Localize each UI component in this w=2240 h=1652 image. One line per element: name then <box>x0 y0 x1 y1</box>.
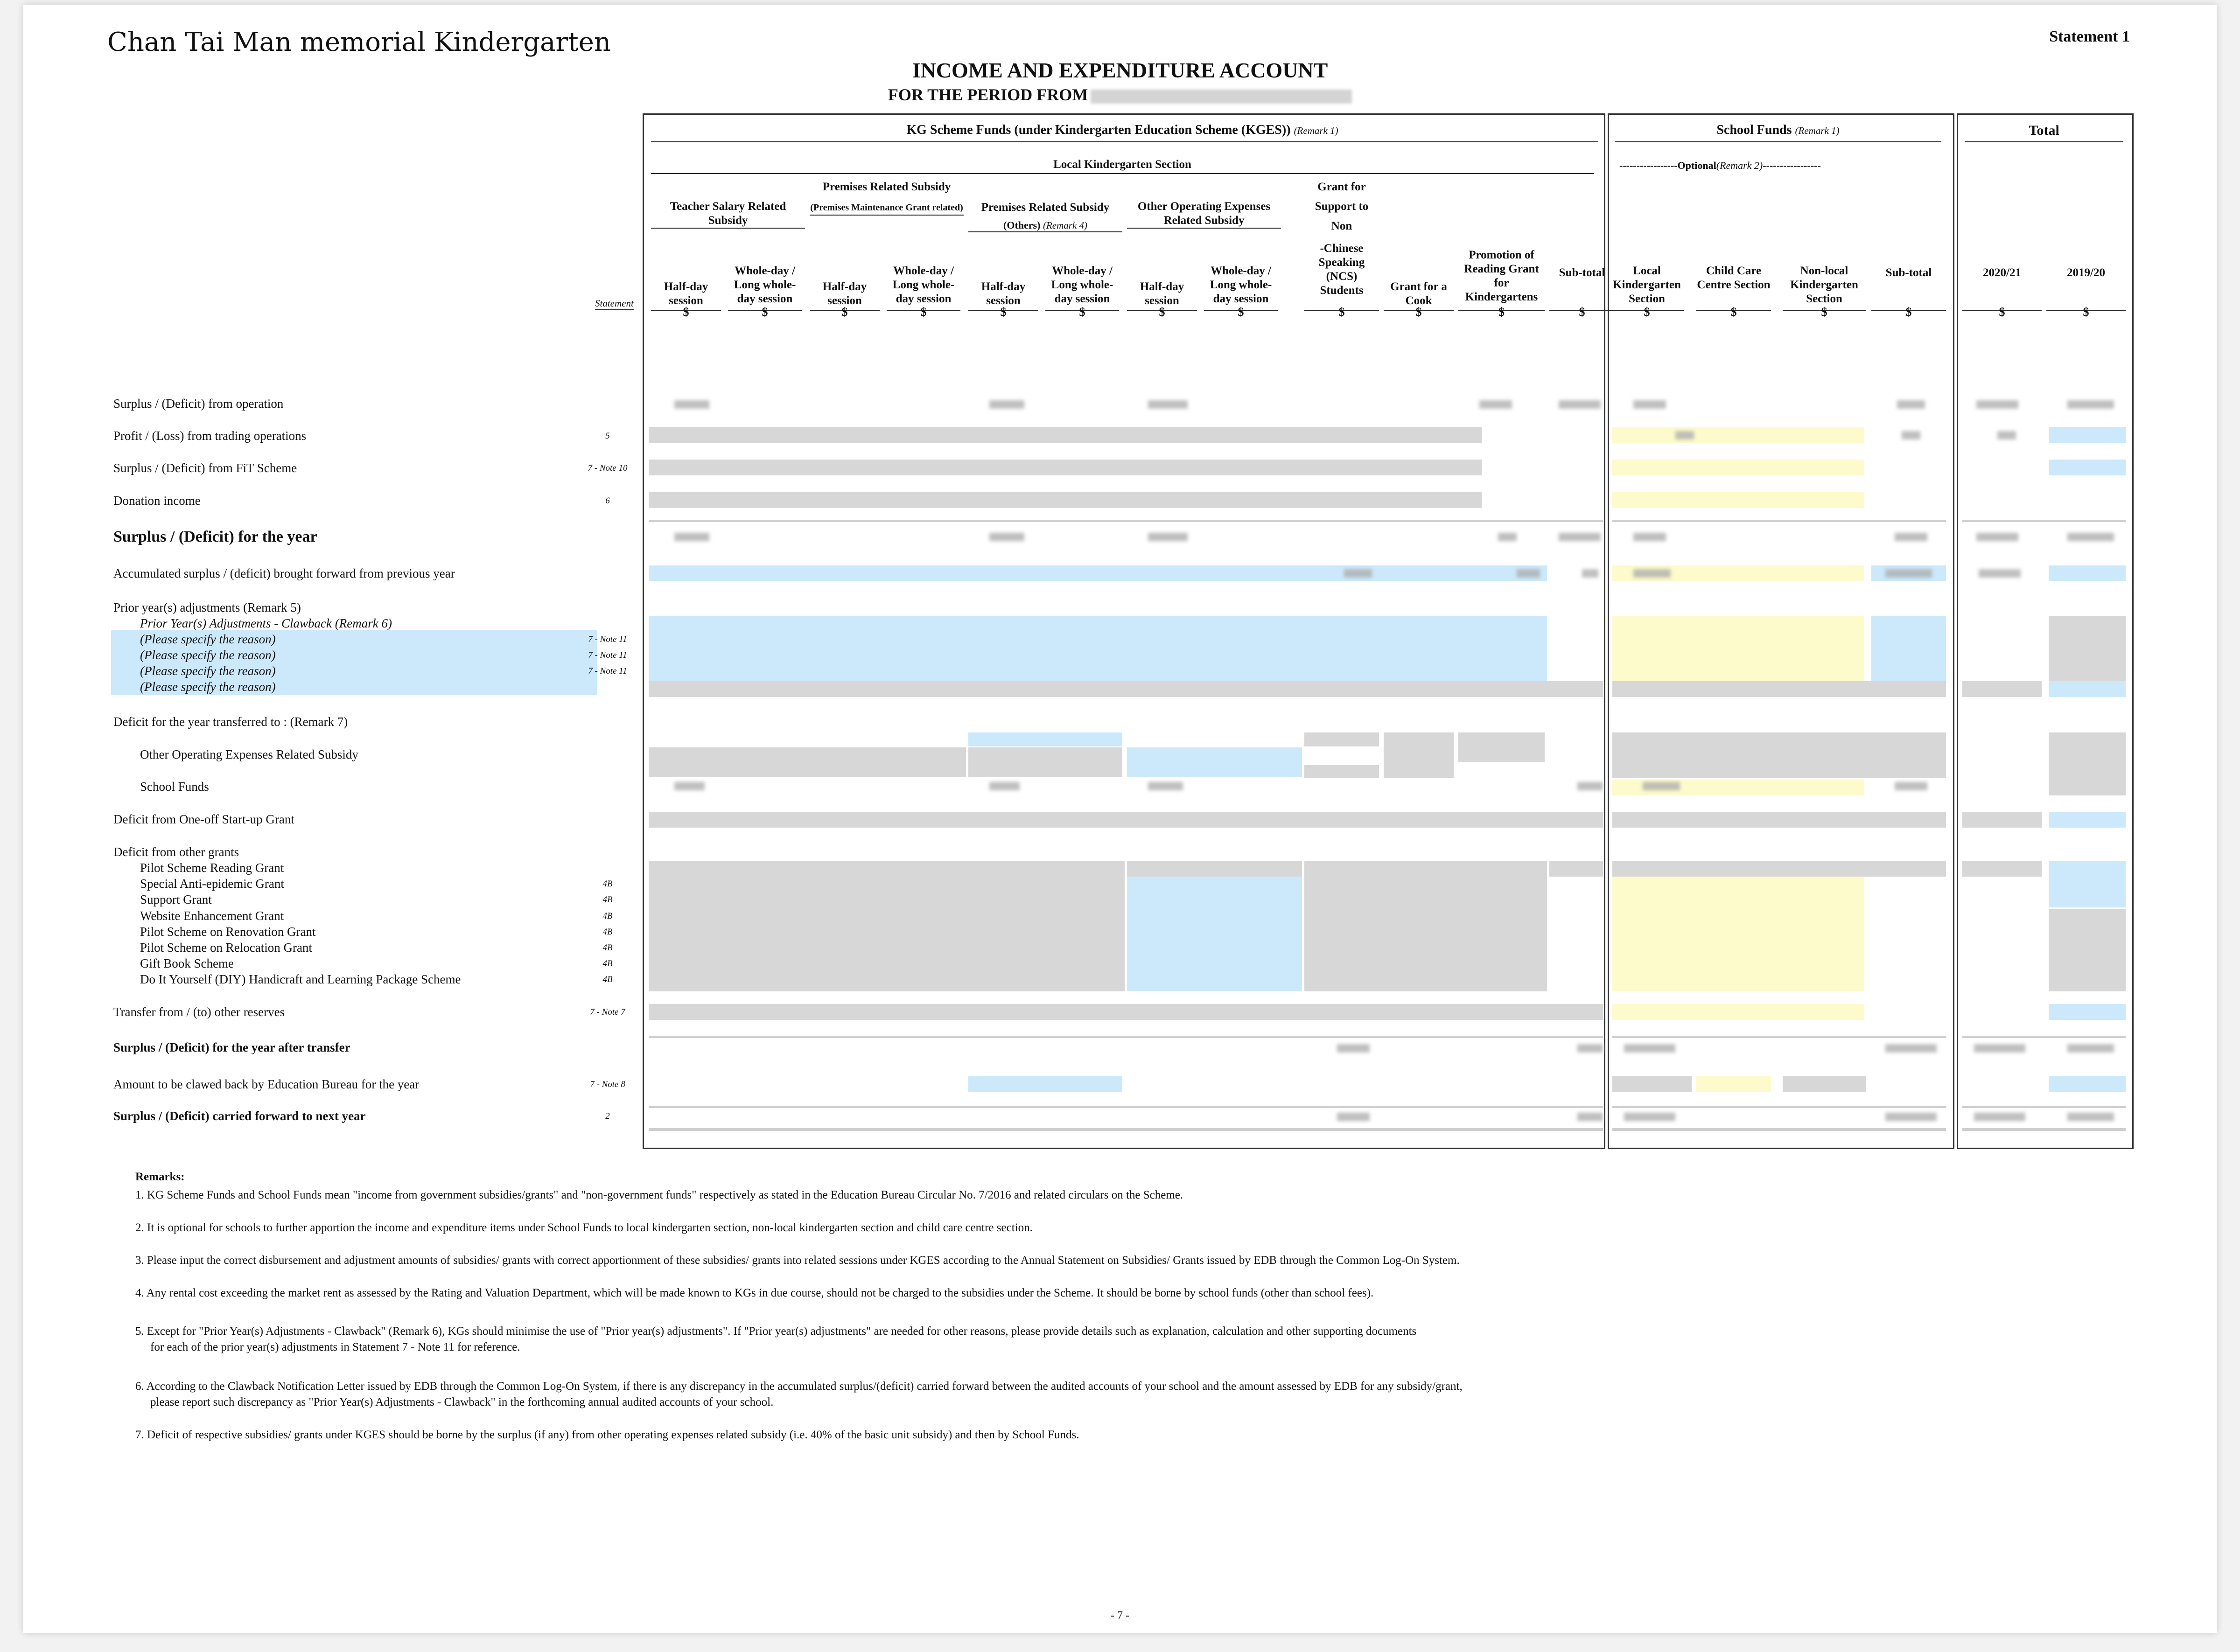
col-local-kg: Local Kindergarten Section <box>1610 264 1684 311</box>
redacted-figure <box>2067 1044 2114 1053</box>
remark-1: 1. KG Scheme Funds and School Funds mean "income from government subsidies/grants" and "non-government funds" respectively as stated in the Education Bureau Circular No. 7/2016 and related circulars on the Scheme. <box>135 1189 1183 1201</box>
row-label: Prior year(s) adjustments (Remark 5) <box>113 600 301 614</box>
row-ref: 6 <box>605 496 610 506</box>
redacted-figure <box>989 533 1024 541</box>
redacted-figure <box>1633 569 1671 578</box>
row-label: Do It Yourself (DIY) Handicraft and Learning Package Scheme <box>140 972 461 986</box>
others-group-title: Premises Related Subsidy <box>981 201 1110 214</box>
col-kg-subtotal: Sub-total <box>1549 266 1615 311</box>
teacher-group-header: Teacher Salary Related Subsidy <box>651 200 805 229</box>
redacted-figure <box>989 782 1020 790</box>
col-school-subtotal: Sub-total <box>1871 266 1946 311</box>
dollar-1: $ <box>683 305 689 319</box>
ncs-group-b: Support to <box>1315 200 1369 213</box>
redacted-figure <box>1643 782 1680 790</box>
total-rule <box>1962 520 2126 522</box>
redacted-figure <box>1976 533 2018 541</box>
cells-school-othergrants-top[interactable] <box>1612 861 1946 877</box>
kg-panel-title: KG Scheme Funds (under Kindergarten Education Scheme (KGES)) (Remark 1) <box>906 123 1338 137</box>
ncs-group-a: Grant for <box>1317 181 1366 193</box>
cells-school-donation[interactable] <box>1612 492 1864 508</box>
redacted-figure <box>1577 1044 1603 1053</box>
cell-2020-othergrants-top[interactable] <box>1962 861 2042 877</box>
total-rule <box>1962 1036 2126 1038</box>
cells-kg-profit[interactable] <box>649 427 1482 443</box>
cell-2019-startup[interactable] <box>2049 812 2126 828</box>
dollar-17: $ <box>1999 305 2005 319</box>
cells-kg-reserves[interactable] <box>649 1004 1603 1020</box>
col-opex-whole: Whole-day / Long whole-day session <box>1204 264 1278 311</box>
row-label: Surplus / (Deficit) for the year <box>113 528 317 545</box>
redacted-figure <box>1885 1044 1937 1053</box>
premises-group-sub: (Premises Maintenance Grant related) <box>810 201 964 216</box>
dollar-10: $ <box>1415 305 1422 319</box>
total-rule <box>1612 1106 1946 1108</box>
dollar-6: $ <box>1079 305 1085 319</box>
cell-2019-clawback[interactable] <box>2049 1076 2126 1092</box>
row-label: Pilot Scheme on Renovation Grant <box>140 925 316 939</box>
row-ref: 7 - Note 11 <box>588 650 627 660</box>
redacted-figure <box>1582 569 1598 578</box>
redacted-figure <box>1517 569 1540 578</box>
col-ccc: Child Care Centre Section <box>1696 264 1771 311</box>
cells-kg-transfer-a[interactable] <box>649 747 966 777</box>
cells-opex-transfer[interactable] <box>1127 747 1302 777</box>
cell-2020-prior-last[interactable] <box>1962 681 2042 697</box>
period-prefix: FOR THE PERIOD FROM <box>888 85 1088 104</box>
row-label: (Please specify the reason) <box>140 680 276 694</box>
row-label: Accumulated surplus / (deficit) brought forward from previous year <box>113 566 455 580</box>
cells-kg-othergrants-b[interactable] <box>1304 861 1547 991</box>
total-rule <box>649 1036 1603 1038</box>
row-label: Deficit from One-off Start-up Grant <box>113 812 294 826</box>
others-group-sub: (Others) (Remark 4) <box>968 219 1122 232</box>
school-panel-title: School Funds (Remark 1) <box>1716 123 1840 137</box>
row-label: Support Grant <box>140 892 212 906</box>
remark-6-cont: please report such discrepancy as "Prior Year(s) Adjustments - Clawback" in the forthcoming annual audited accounts of your school. <box>150 1396 774 1408</box>
col-reading: Promotion of Reading Grant for Kindergartens <box>1458 248 1545 311</box>
row-ref: 4B <box>602 927 613 937</box>
dollar-14: $ <box>1730 305 1737 319</box>
redacted-figure <box>1148 400 1188 409</box>
redacted-figure <box>1885 1113 1937 1121</box>
row-ref: 4B <box>602 959 613 969</box>
redacted-figure <box>1624 1113 1675 1121</box>
row-ref: 2 <box>605 1111 610 1121</box>
row-ref: 4B <box>602 975 613 984</box>
row-label: Pilot Scheme on Relocation Grant <box>140 941 312 955</box>
cell-2019-prior-last[interactable] <box>2049 681 2126 697</box>
dollar-12: $ <box>1579 305 1585 319</box>
dollar-8: $ <box>1238 305 1244 319</box>
row-label: Amount to be clawed back by Education Bureau for the year <box>113 1077 420 1091</box>
local-kg-section: Local Kindergarten Section <box>1053 158 1191 171</box>
redacted-figure <box>2067 400 2114 409</box>
dollar-11: $ <box>1498 305 1505 319</box>
cell-ncs-transfer-a[interactable] <box>1304 732 1379 746</box>
col-year-2020: 2019/20 <box>2046 266 2126 311</box>
row-ref: 7 - Note 10 <box>588 463 628 473</box>
cells-school-profit[interactable] <box>1612 427 1864 443</box>
cells-others-clawback[interactable] <box>968 1076 1122 1092</box>
redacted-figure <box>1337 1044 1370 1053</box>
row-label: School Funds <box>140 780 209 794</box>
redacted-figure <box>1974 1113 2025 1121</box>
cells-others-transfer[interactable] <box>968 732 1122 746</box>
cell-2020-startup[interactable] <box>1962 812 2042 828</box>
redacted-figure <box>1559 400 1601 409</box>
cells-kg-transfer-b[interactable] <box>968 747 1122 777</box>
cells-opex-othergrants[interactable] <box>1127 877 1302 991</box>
dollar-16: $ <box>1905 305 1912 319</box>
total-rule <box>1612 1036 1946 1038</box>
cells-school-reserves[interactable] <box>1612 1004 1864 1020</box>
cells-kg-prior[interactable] <box>649 616 1547 681</box>
cells-kg-startup[interactable] <box>649 812 1603 828</box>
cells-2019-othergrants-a[interactable] <box>2049 861 2126 907</box>
cells-school-transfer[interactable] <box>1612 732 1946 778</box>
row-label: Deficit for the year transferred to : (Remark 7) <box>113 715 348 729</box>
redacted-figure <box>1897 400 1925 409</box>
row-ref: 4B <box>602 911 613 921</box>
cell-ncs-transfer-b[interactable] <box>1304 765 1379 778</box>
redacted-figure <box>1902 431 1920 439</box>
cells-school-othergrants[interactable] <box>1612 877 1864 991</box>
col-others-half: Half-day session <box>968 280 1038 311</box>
dollar-5: $ <box>1000 305 1007 319</box>
cells-opex-othergrants-top[interactable] <box>1127 861 1302 877</box>
row-label: Prior Year(s) Adjustments - Clawback (Remark 6) <box>140 616 392 630</box>
redacted-figure <box>1895 533 1927 541</box>
total-title-rule <box>1965 141 2123 142</box>
row-label: Transfer from / (to) other reserves <box>113 1005 285 1019</box>
remark-6: 6. According to the Clawback Notification Letter issued by EDB through the Common Log-On System, if there is any discrepancy in the accumulated surplus/(deficit) carried forward between the audited accounts of your school and the amount assessed by EDB for any subsidy/grant, <box>135 1380 1463 1393</box>
row-ref: 4B <box>602 895 613 905</box>
row-label: (Please specify the reason) <box>140 632 276 646</box>
redacted-figure <box>1895 782 1927 790</box>
cells-kg-donation[interactable] <box>649 492 1482 508</box>
dollar-7: $ <box>1159 305 1165 319</box>
row-ref: 5 <box>605 431 610 441</box>
redacted-figure <box>1559 533 1601 541</box>
redacted-figure <box>1976 400 2018 409</box>
remark-7: 7. Deficit of respective subsidies/ grants under KGES should be borne by the surplus (if any) from other operating expenses related subsidy (i.e. 40% of the basic unit subsidy) and then by School Funds. <box>135 1429 1079 1441</box>
redacted-figure <box>1997 431 2016 439</box>
redacted-figure <box>1885 569 1932 578</box>
cells-school-fit[interactable] <box>1612 460 1864 475</box>
redacted-figure <box>1624 1044 1675 1053</box>
col-teacher-whole: Whole-day / Long whole-day session <box>728 264 802 311</box>
report-title: INCOME AND EXPENDITURE ACCOUNT <box>912 58 1328 82</box>
redacted-figure <box>989 400 1024 409</box>
dollar-9: $ <box>1338 305 1345 319</box>
cells-school-subtotal-prior[interactable] <box>1871 616 1946 681</box>
report-period <box>23 85 2217 105</box>
cells-kg-prior-last[interactable] <box>649 681 1603 697</box>
row-ref: 4B <box>602 943 613 953</box>
row-label: Surplus / (Deficit) from operation <box>113 397 284 411</box>
statement-col-header: Statement <box>595 298 634 310</box>
redacted-figure <box>1633 400 1666 409</box>
cell-2019-fit[interactable] <box>2049 460 2126 475</box>
redacted-figure <box>1577 1113 1603 1121</box>
redacted-figure <box>1498 533 1517 541</box>
redacted-figure <box>1577 782 1603 790</box>
double-rule <box>1962 1128 2126 1131</box>
row-label: (Please specify the reason) <box>140 664 276 678</box>
kg-title-rule <box>651 141 1598 142</box>
cells-school-prior-last[interactable] <box>1612 681 1946 697</box>
redacted-figure <box>674 782 705 790</box>
total-rule <box>649 520 1603 522</box>
redacted-figure <box>1979 569 2021 578</box>
redacted-figure <box>1675 431 1694 439</box>
col-nonlocal-kg: Non-local Kindergarten Section <box>1783 264 1866 311</box>
cells-kg-fit[interactable] <box>649 460 1482 475</box>
cell-ccc-clawback[interactable] <box>1696 1076 1771 1092</box>
redacted-figure <box>1344 569 1372 578</box>
redacted-figure <box>1148 533 1188 541</box>
redacted-figure <box>1148 782 1183 790</box>
dollar-15: $ <box>1821 305 1827 319</box>
row-label: Surplus / (Deficit) for the year after transfer <box>113 1040 350 1054</box>
remark-4: 4. Any rental cost exceeding the market rent as assessed by the Rating and Valuation Department, which will be made known to KGs in due course, should not be charged to the subsidies under the Scheme. It should be borne by school funds (other than school fees). <box>135 1287 1374 1299</box>
total-rule <box>1612 520 1946 522</box>
row-ref: 7 - Note 8 <box>590 1080 625 1089</box>
row-label: Surplus / (Deficit) from FiT Scheme <box>113 461 297 475</box>
row-label: Deficit from other grants <box>113 845 239 859</box>
remark-3: 3. Please input the correct disbursement and adjustment amounts of subsidies/ grants with correct apportionment of these subsidies/ grants into related sessions under KGES according to the Annual Statement on Subsidies/ Grants issued by EDB through the Common Log-On System. <box>135 1254 1460 1267</box>
statement-number: Statement 1 <box>2049 28 2130 45</box>
dollar-2: $ <box>762 305 768 319</box>
school-name: Chan Tai Man memorial Kindergarten <box>107 27 611 57</box>
redacted-figure <box>1479 400 1512 409</box>
cell-2019-profit[interactable] <box>2049 427 2126 443</box>
total-rule <box>649 1106 1603 1108</box>
cells-2019-othergrants-b[interactable] <box>2049 909 2126 991</box>
opex-group-header: Other Operating Expenses Related Subsidy <box>1127 200 1281 229</box>
cells-2019-transfer[interactable] <box>2049 732 2126 795</box>
redacted-figure <box>2067 533 2114 541</box>
row-label: Donation income <box>113 494 201 508</box>
row-label: Other Operating Expenses Related Subsidy <box>140 747 358 761</box>
row-ref: 4B <box>602 879 613 889</box>
redacted-figure <box>1633 533 1666 541</box>
dollar-13: $ <box>1644 305 1650 319</box>
row-label: Surplus / (Deficit) carried forward to next year <box>113 1109 366 1123</box>
cell-2019-bf[interactable] <box>2049 565 2126 581</box>
premises-group-title: Premises Related Subsidy <box>822 181 951 193</box>
col-cook: Grant for a Cook <box>1384 280 1454 311</box>
ncs-group-c: Non <box>1331 220 1352 232</box>
cell-2019-reserves[interactable] <box>2049 1004 2126 1020</box>
col-ncs: -Chinese Speaking (NCS) Students <box>1304 242 1379 311</box>
redacted-figure <box>674 533 709 541</box>
redacted-figure <box>1974 1044 2025 1053</box>
total-rule <box>1962 1106 2126 1108</box>
double-rule <box>1612 1128 1946 1131</box>
row-ref: 7 - Note 11 <box>588 634 627 644</box>
col-opex-half: Half-day session <box>1127 280 1197 311</box>
cell-local-clawback[interactable] <box>1612 1076 1692 1092</box>
double-rule <box>649 1128 1603 1131</box>
remark-2: 2. It is optional for schools to further apportion the income and expenditure items under School Funds to local kindergarten section, non-local kindergarten section and child care centre section. <box>135 1221 1033 1234</box>
cell-reading-transfer[interactable] <box>1458 732 1545 762</box>
remark-5: 5. Except for "Prior Year(s) Adjustments - Clawback" (Remark 6), KGs should minimise the use of "Prior year(s) adjustments". If "Prior year(s) adjustments" are needed for other reasons, please provide details such as explanation, calculation and other supporting documents <box>135 1325 1417 1338</box>
cell-nonlocal-clawback[interactable] <box>1783 1076 1866 1092</box>
redacted-figure <box>674 400 709 409</box>
redacted-period <box>1091 90 1352 104</box>
row-label: Gift Book Scheme <box>140 956 234 970</box>
redacted-figure <box>2067 1113 2114 1121</box>
cell-kg-subtotal-othergrants[interactable] <box>1549 861 1603 877</box>
dollar-18: $ <box>2083 305 2089 319</box>
row-label: Special Anti-epidemic Grant <box>140 877 284 891</box>
cells-2019-prior[interactable] <box>2049 616 2126 681</box>
dollar-4: $ <box>920 305 927 319</box>
school-title-rule <box>1615 141 1941 142</box>
section-rule <box>651 173 1594 174</box>
row-ref: 7 - Note 7 <box>590 1007 625 1017</box>
col-others-whole: Whole-day / Long whole-day session <box>1045 264 1119 311</box>
cells-kg-bf[interactable] <box>649 565 1547 581</box>
row-label: Pilot Scheme Reading Grant <box>140 861 284 875</box>
row-label: (Please specify the reason) <box>140 648 276 662</box>
cells-school-prior[interactable] <box>1612 616 1864 681</box>
total-panel-title: Total <box>2029 123 2059 138</box>
col-teacher-half: Half-day session <box>651 280 721 311</box>
page-number: - 7 - <box>1111 1610 1129 1622</box>
dollar-3: $ <box>841 305 848 319</box>
row-label: Website Enhancement Grant <box>140 909 284 923</box>
cells-kg-othergrants-a[interactable] <box>649 861 1125 991</box>
col-premises-half: Half-day session <box>810 280 880 311</box>
row-ref: 7 - Note 11 <box>588 666 627 676</box>
optional-label: -----------------Optional(Remark 2)----------------- <box>1619 160 1821 171</box>
remarks-title: Remarks: <box>135 1171 185 1183</box>
statement-page <box>23 5 2217 1633</box>
cell-cook-transfer[interactable] <box>1384 732 1454 778</box>
redacted-figure <box>1337 1113 1370 1121</box>
col-premises-whole: Whole-day / Long whole-day session <box>887 264 960 311</box>
row-label: Profit / (Loss) from trading operations <box>113 429 307 443</box>
cells-school-startup[interactable] <box>1612 812 1946 828</box>
col-year-2021: 2020/21 <box>1962 266 2042 311</box>
remark-5-cont: for each of the prior year(s) adjustments in Statement 7 - Note 11 for reference. <box>150 1341 520 1353</box>
